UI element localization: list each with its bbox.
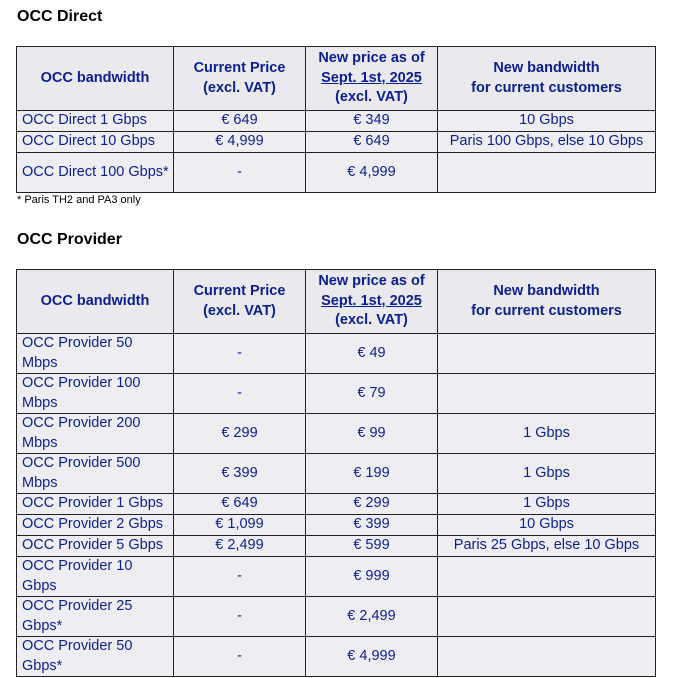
bandwidth-cell: OCC Provider 50 Mbps <box>17 334 174 374</box>
bandwidth-cell: OCC Provider 500 Mbps <box>17 454 174 494</box>
current-price-cell: - <box>174 597 306 637</box>
table-row <box>17 494 656 515</box>
table-row <box>17 374 656 414</box>
new-price-cell: € 49 <box>306 334 438 374</box>
new-bandwidth-cell: 1 Gbps <box>438 414 656 454</box>
current-price-cell: € 2,499 <box>174 536 306 557</box>
current-price-cell: € 649 <box>174 111 306 132</box>
current-price-cell: - <box>174 374 306 414</box>
bandwidth-cell: OCC Provider 25 Gbps* <box>17 597 174 637</box>
new-bandwidth-cell: 10 Gbps <box>438 515 656 536</box>
header-current-price: Current Price (excl. VAT) <box>174 47 306 111</box>
new-bandwidth-cell <box>438 374 656 414</box>
header-bandwidth: OCC bandwidth <box>17 270 174 334</box>
current-price-cell: - <box>174 557 306 597</box>
new-price-cell: € 99 <box>306 414 438 454</box>
header-new-bandwidth: New bandwidth for current customers <box>438 47 656 111</box>
provider-price-table <box>16 269 656 677</box>
new-bandwidth-cell <box>438 557 656 597</box>
header-bandwidth: OCC bandwidth <box>17 47 174 111</box>
new-price-cell: € 999 <box>306 557 438 597</box>
new-price-cell: € 649 <box>306 132 438 153</box>
table-row <box>17 111 656 132</box>
table-row <box>17 414 656 454</box>
table-row <box>17 515 656 536</box>
new-bandwidth-cell <box>438 597 656 637</box>
table-row <box>17 132 656 153</box>
direct-footnote: * Paris TH2 and PA3 only <box>17 194 141 206</box>
header-new-price: New price as of Sept. 1st, 2025 (excl. VAT) <box>306 270 438 334</box>
new-price-cell: € 349 <box>306 111 438 132</box>
bandwidth-cell: OCC Provider 5 Gbps <box>17 536 174 557</box>
header-new-price: New price as of Sept. 1st, 2025 (excl. VAT) <box>306 47 438 111</box>
new-price-cell: € 4,999 <box>306 153 438 193</box>
bandwidth-cell: OCC Direct 1 Gbps <box>17 111 174 132</box>
bandwidth-cell: OCC Provider 2 Gbps <box>17 515 174 536</box>
new-bandwidth-cell <box>438 153 656 193</box>
bandwidth-cell: OCC Direct 10 Gbps <box>17 132 174 153</box>
new-bandwidth-cell: 1 Gbps <box>438 454 656 494</box>
current-price-cell: € 4,999 <box>174 132 306 153</box>
new-bandwidth-cell: Paris 100 Gbps, else 10 Gbps <box>438 132 656 153</box>
new-bandwidth-cell: 10 Gbps <box>438 111 656 132</box>
bandwidth-cell: OCC Provider 10 Gbps <box>17 557 174 597</box>
header-current-price: Current Price (excl. VAT) <box>174 270 306 334</box>
new-bandwidth-cell: 1 Gbps <box>438 494 656 515</box>
bandwidth-cell: OCC Provider 1 Gbps <box>17 494 174 515</box>
current-price-cell: - <box>174 637 306 677</box>
table-row <box>17 454 656 494</box>
table-row <box>17 637 656 677</box>
direct-section-title: OCC Direct <box>17 8 103 25</box>
new-price-cell: € 399 <box>306 515 438 536</box>
bandwidth-cell: OCC Direct 100 Gbps* <box>17 153 174 193</box>
provider-header-row <box>17 270 656 334</box>
new-bandwidth-cell: Paris 25 Gbps, else 10 Gbps <box>438 536 656 557</box>
table-row <box>17 597 656 637</box>
bandwidth-cell: OCC Provider 200 Mbps <box>17 414 174 454</box>
new-price-cell: € 4,999 <box>306 637 438 677</box>
table-row <box>17 536 656 557</box>
current-price-cell: € 399 <box>174 454 306 494</box>
current-price-cell: - <box>174 153 306 193</box>
direct-price-table <box>16 46 656 193</box>
new-bandwidth-cell <box>438 637 656 677</box>
table-row <box>17 334 656 374</box>
provider-section-title: OCC Provider <box>17 231 122 248</box>
current-price-cell: € 649 <box>174 494 306 515</box>
new-price-cell: € 599 <box>306 536 438 557</box>
table-row <box>17 153 656 193</box>
new-price-cell: € 299 <box>306 494 438 515</box>
new-price-cell: € 79 <box>306 374 438 414</box>
direct-header-row <box>17 47 656 111</box>
current-price-cell: € 299 <box>174 414 306 454</box>
current-price-cell: € 1,099 <box>174 515 306 536</box>
new-bandwidth-cell <box>438 334 656 374</box>
bandwidth-cell: OCC Provider 100 Mbps <box>17 374 174 414</box>
new-price-cell: € 199 <box>306 454 438 494</box>
current-price-cell: - <box>174 334 306 374</box>
bandwidth-cell: OCC Provider 50 Gbps* <box>17 637 174 677</box>
header-new-bandwidth: New bandwidth for current customers <box>438 270 656 334</box>
table-row <box>17 557 656 597</box>
new-price-cell: € 2,499 <box>306 597 438 637</box>
